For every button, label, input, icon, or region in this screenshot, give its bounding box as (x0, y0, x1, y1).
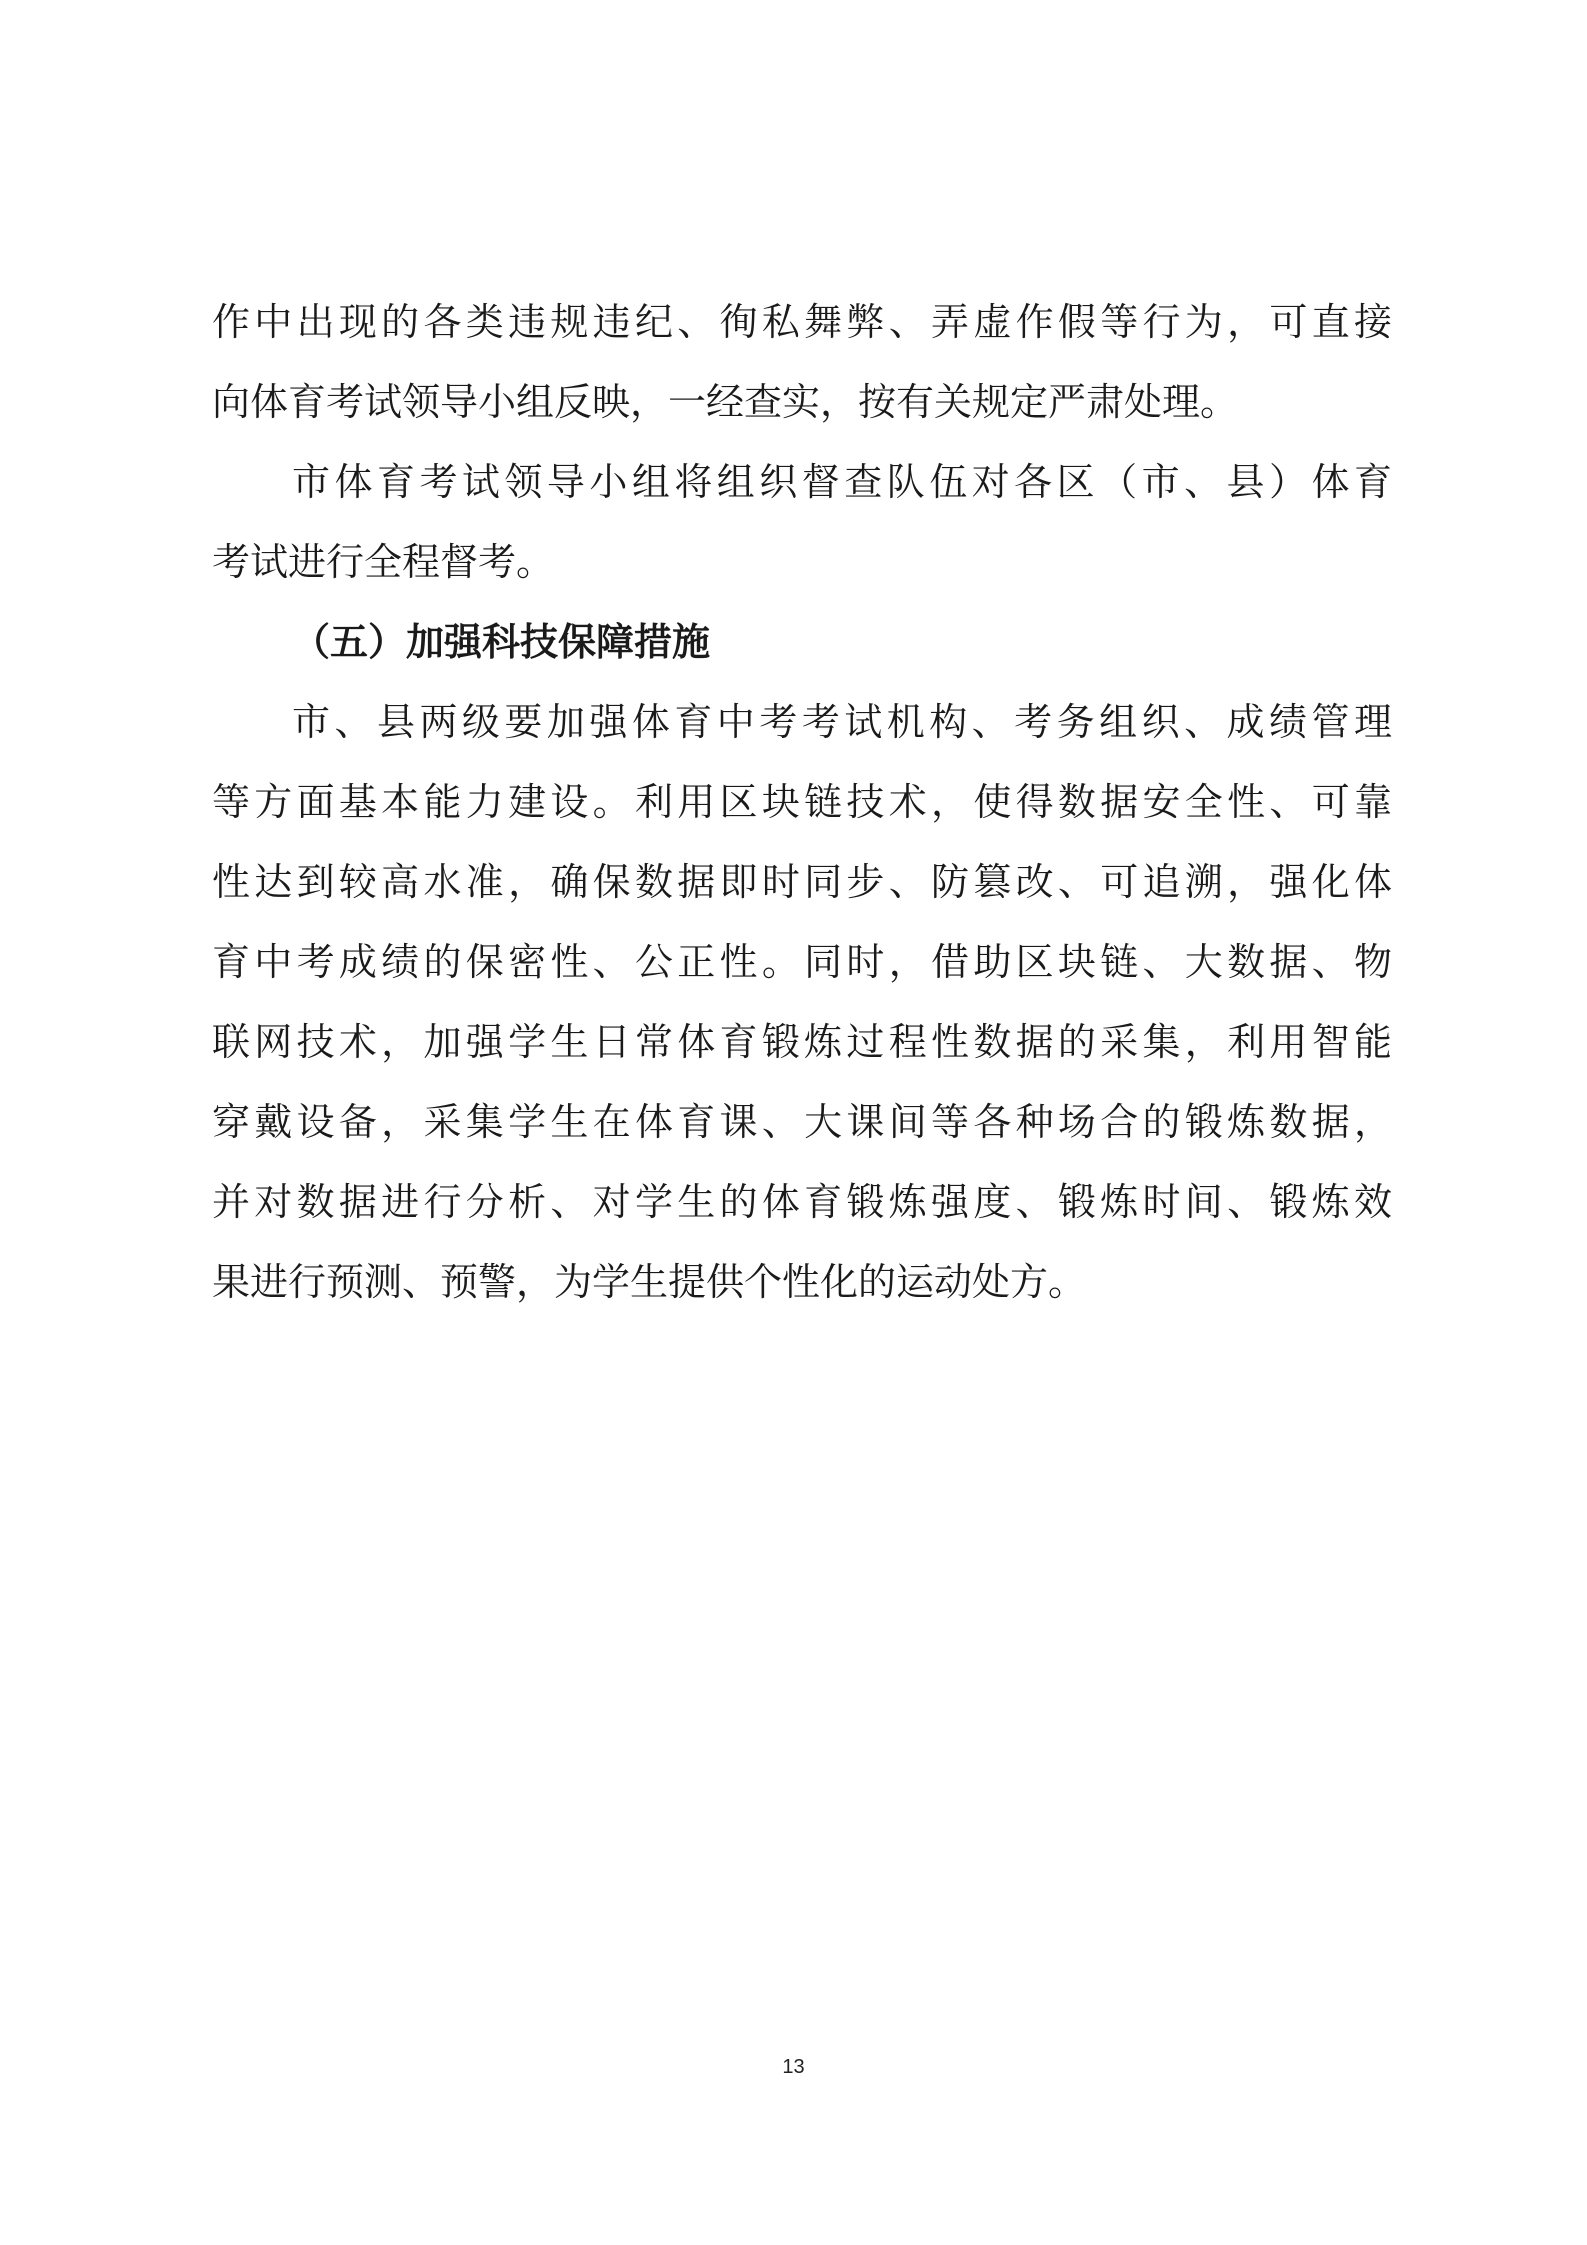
text-line: 作中出现的各类违规违纪、徇私舞弊、弄虚作假等行为，可直接 (212, 300, 1392, 344)
text-line: 果进行预测、预警，为学生提供个性化的运动处方。 (212, 1260, 1087, 1304)
text-line: 性达到较高水准，确保数据即时同步、防篡改、可追溯，强化体 (212, 860, 1392, 904)
text-line: 穿戴设备，采集学生在体育课、大课间等各种场合的锻炼数据， (212, 1100, 1392, 1144)
document-body (212, 282, 1392, 1322)
paragraph-tech-measures (212, 682, 1392, 1322)
text-line: 并对数据进行分析、对学生的体育锻炼强度、锻炼时间、锻炼效 (212, 1180, 1392, 1224)
text-line: 市、县两级要加强体育中考考试机构、考务组织、成绩管理 (292, 700, 1392, 744)
section-heading-tech-measures (212, 602, 1392, 682)
text-line: 向体育考试领导小组反映，一经查实，按有关规定严肃处理。 (212, 380, 1239, 424)
section-heading: （五）加强科技保障措施 (292, 620, 711, 664)
text-line: 联网技术，加强学生日常体育锻炼过程性数据的采集，利用智能 (212, 1020, 1392, 1064)
text-line: 市体育考试领导小组将组织督查队伍对各区（市、县）体育 (292, 460, 1392, 504)
text-line: 育中考成绩的保密性、公正性。同时，借助区块链、大数据、物 (212, 940, 1392, 984)
text-line: 等方面基本能力建设。利用区块链技术，使得数据安全性、可靠 (212, 780, 1392, 824)
text-line: 考试进行全程督考。 (212, 540, 555, 584)
page-number: 13 (782, 2056, 805, 2078)
paragraph-continued (212, 282, 1392, 442)
paragraph-supervision (212, 442, 1392, 602)
